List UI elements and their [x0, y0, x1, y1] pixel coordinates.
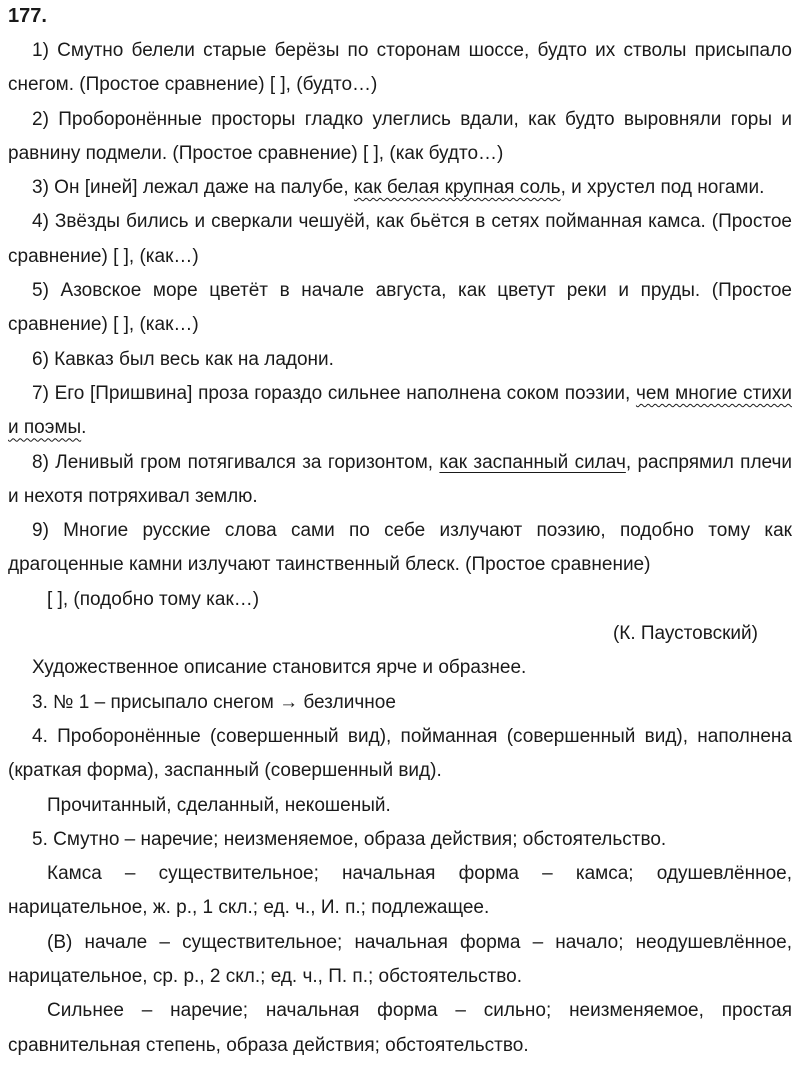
- answer-5-nachale: (В) начале – существительное; начальная форма – начало; неодушевлённое, нарицательное, ср. р., 2 скл.; ед. ч., П. п.; обстоятельство.: [8, 931, 792, 988]
- sentence-text: 8) Ленивый гром потягивался за горизонтом,: [32, 451, 440, 473]
- sentence-text: 4) Звёзды бились и сверкали чешуёй, как бьётся в сетях пойманная камса. (Простое сравнение) [ ], (как…): [8, 211, 792, 267]
- sentence-text: , распрямил плечи и нехотя потряхивал землю.: [8, 451, 792, 507]
- scheme-9: [ ], (подобно тому как…): [47, 588, 260, 610]
- answer-4-extra: Прочитанный, сделанный, некошеный.: [47, 794, 391, 816]
- sentence-9: [8, 514, 792, 583]
- sentence-1: [8, 34, 792, 103]
- comparative-phrase: чем многие стихи и поэмы: [8, 382, 792, 439]
- sentence-text: .: [81, 417, 87, 439]
- answer-4: 4. Проборонённые (совершенный вид), пойманная (совершенный вид), наполнена (краткая форма), заспанный (совершенный вид).: [8, 725, 792, 782]
- exercise-number: 177.: [8, 5, 47, 27]
- sentence-2: [8, 103, 792, 172]
- sentence-text: 2) Проборонённые просторы гладко улеглись вдали, как будто выровняли горы и равнину подмели. (Простое сравнение) [ ], (как будто…): [8, 108, 792, 164]
- answer-5-kamsa: Камса – существительное; начальная форма – камса; одушевлённое, нарицательное, ж. р., 1 скл.; ед. ч., И. п.; подлежащее.: [8, 863, 792, 919]
- sentence-8: [8, 446, 792, 515]
- answer-3: 3. № 1 – присыпало снегом → безличное: [32, 691, 396, 713]
- sentence-6: [8, 343, 792, 377]
- sentence-3: [8, 171, 792, 205]
- sentence-text: 6) Кавказ был весь как на ладони.: [32, 348, 334, 370]
- sentence-text: , и хрустел под ногами.: [560, 177, 765, 199]
- sentence-text: 5) Азовское море цветёт в начале августа, как цветут реки и пруды. (Простое сравнение) [ ], (как…): [8, 280, 792, 336]
- sentence-5: [8, 274, 792, 343]
- sentence-text: 9) Многие русские слова сами по себе излучают поэзию, подобно тому как драгоценные камни излучают таинственный блеск. (Простое сравнение): [8, 520, 792, 576]
- sentence-text: 1) Смутно белели старые берёзы по сторонам шоссе, будто их стволы присыпало снегом. (Простое сравнение) [ ], (будто…): [8, 40, 792, 96]
- sentence-text: 3) Он [иней] лежал даже на палубе,: [32, 177, 354, 199]
- author: (К. Паустовский): [612, 623, 758, 645]
- sentence-4: [8, 205, 792, 274]
- sentence-text: 7) Его [Пришвина] проза гораздо сильнее наполнена соком поэзии,: [32, 382, 636, 404]
- sentence-7: [8, 377, 792, 446]
- answer-5-silnee: Сильнее – наречие; начальная форма – сильно; неизменяемое, простая сравнительная степень, образа действия; обстоятельство.: [8, 1000, 792, 1056]
- comparative-phrase: как белая крупная соль: [353, 177, 561, 199]
- comparative-phrase: как заспанный силач: [439, 451, 626, 473]
- answer-2: Художественное описание становится ярче и образнее.: [32, 657, 527, 679]
- answer-5: 5. Смутно – наречие; неизменяемое, образа действия; обстоятельство.: [32, 828, 667, 850]
- page: [8, 2, 792, 1063]
